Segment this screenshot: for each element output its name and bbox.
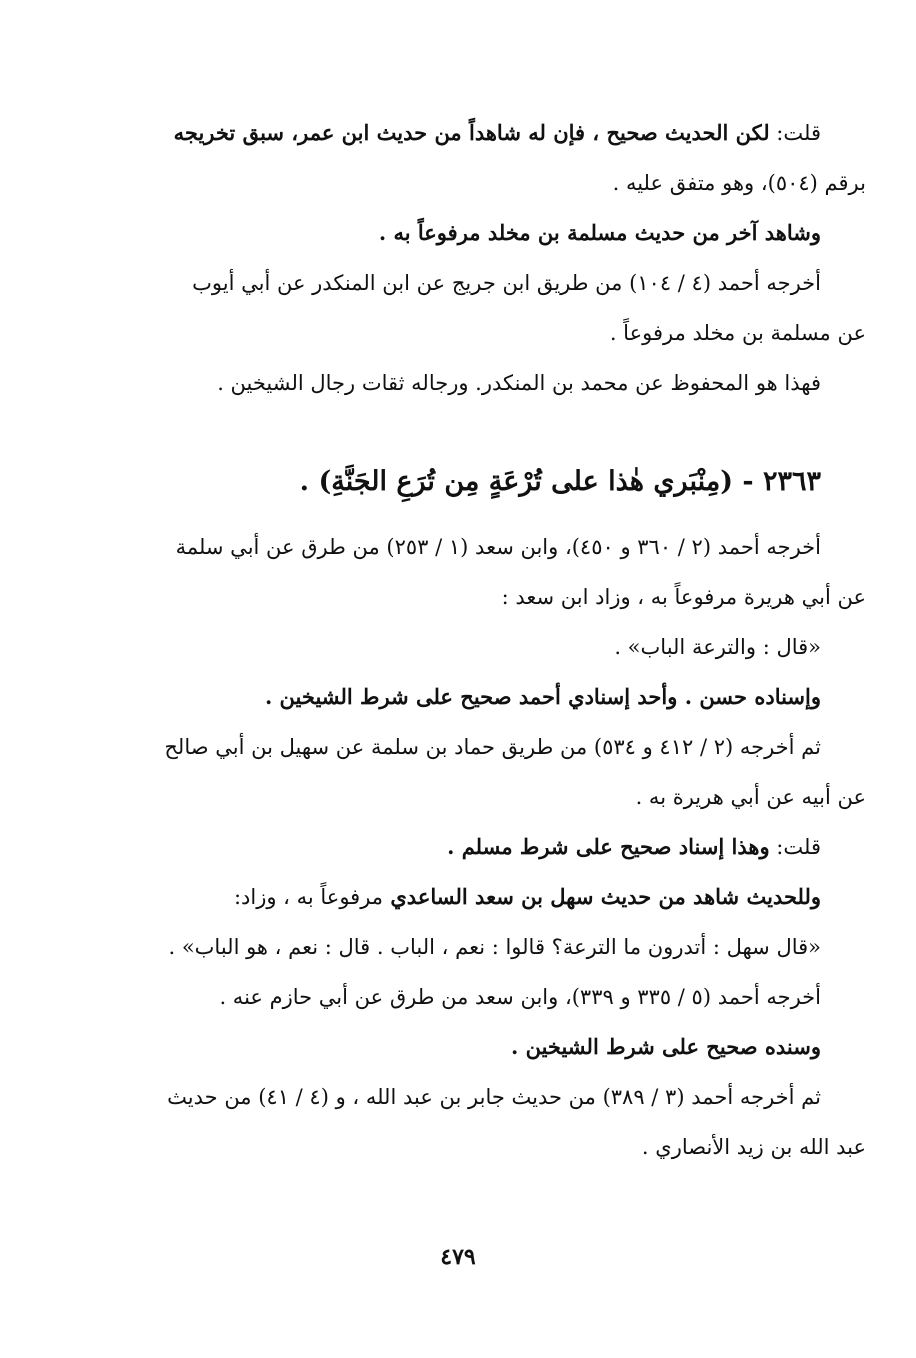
text-block-upper	[106, 108, 866, 408]
paragraph	[106, 622, 866, 672]
paragraph	[106, 522, 866, 622]
text-run: قلت:	[769, 121, 821, 145]
bold-text-run: وإسناده حسن . وأحد إسنادي أحمد صحيح على شرط الشيخين .	[264, 684, 821, 709]
text-line	[106, 572, 866, 622]
text-run: ثم أخرجه (٢ / ٤١٢ و ٥٣٤) من طريق حماد بن سلمة عن سهيل بن أبي صالح	[164, 735, 821, 759]
paragraph	[106, 108, 866, 208]
text-run: برقم (٥٠٤)، وهو متفق عليه .	[612, 171, 866, 195]
text-line	[106, 108, 866, 158]
text-run: فهذا هو المحفوظ عن محمد بن المنكدر. ورجاله ثقات رجال الشيخين .	[217, 371, 821, 395]
text-run: أخرجه أحمد (٢ / ٣٦٠ و ٤٥٠)، وابن سعد (١ / ٢٥٣) من طرق عن أبي سلمة	[175, 535, 821, 559]
text-run: مرفوعاً به ، وزاد:	[233, 885, 384, 909]
text-run: عن أبي هريرة مرفوعاً به ، وزاد ابن سعد :	[501, 585, 866, 609]
text-run: عبد الله بن زيد الأنصاري .	[641, 1135, 866, 1159]
text-run: ثم أخرجه أحمد (٣ / ٣٨٩) من حديث جابر بن عبد الله ، و (٤ / ٤١) من حديث	[167, 1085, 821, 1109]
text-run: عن مسلمة بن مخلد مرفوعاً .	[609, 321, 866, 345]
hadith-heading: ٢٣٦٣ - (مِنْبَري هٰذا على تُرْعَةٍ مِن تُرَعِ الجَنَّةِ) .	[299, 466, 821, 497]
text-run: أخرجه أحمد (٥ / ٣٣٥ و ٣٣٩)، وابن سعد من طرق عن أبي حازم عنه .	[219, 985, 821, 1009]
text-block-lower	[106, 522, 866, 1172]
bold-text-run: وللحديث شاهد من حديث سهل بن سعد الساعدي	[383, 884, 821, 909]
paragraph	[106, 822, 866, 872]
bold-text-run: وهذا إسناد صحيح على شرط مسلم .	[447, 834, 770, 859]
text-line	[106, 622, 866, 672]
bold-text-run: وشاهد آخر من حديث مسلمة بن مخلد مرفوعاً به .	[378, 220, 821, 245]
paragraph	[106, 972, 866, 1022]
text-line	[106, 258, 866, 308]
text-line	[106, 872, 866, 922]
paragraph	[106, 1072, 866, 1172]
paragraph	[106, 872, 866, 922]
paragraph	[106, 1022, 866, 1072]
text-line	[106, 308, 866, 358]
text-run: قلت:	[769, 835, 821, 859]
paragraph	[106, 922, 866, 972]
page-number: ٤٧٩	[440, 1244, 476, 1270]
text-run: عن أبيه عن أبي هريرة به .	[635, 785, 866, 809]
text-line	[106, 822, 866, 872]
text-run: أخرجه أحمد (٤ / ١٠٤) من طريق ابن جريج عن ابن المنكدر عن أبي أيوب	[192, 271, 821, 295]
text-line	[106, 358, 866, 408]
text-line	[106, 208, 866, 258]
paragraph	[106, 722, 866, 822]
paragraph	[106, 358, 866, 408]
text-line	[106, 672, 866, 722]
paragraph	[106, 208, 866, 258]
text-line	[106, 1122, 866, 1172]
text-line	[106, 1072, 866, 1122]
text-run: «قال : والترعة الباب» .	[614, 635, 821, 659]
text-line	[106, 158, 866, 208]
bold-text-run: لكن الحديث صحيح ، فإن له شاهداً من حديث ابن عمر، سبق تخريجه	[173, 120, 770, 145]
bold-text-run: وسنده صحيح على شرط الشيخين .	[510, 1034, 821, 1059]
text-line	[106, 972, 866, 1022]
paragraph	[106, 672, 866, 722]
text-line	[106, 772, 866, 822]
text-line	[106, 522, 866, 572]
text-line	[106, 922, 866, 972]
text-line	[106, 1022, 866, 1072]
paragraph	[106, 258, 866, 358]
text-run: «قال سهل : أتدرون ما الترعة؟ قالوا : نعم ، الباب . قال : نعم ، هو الباب» .	[168, 935, 821, 959]
text-line	[106, 722, 866, 772]
